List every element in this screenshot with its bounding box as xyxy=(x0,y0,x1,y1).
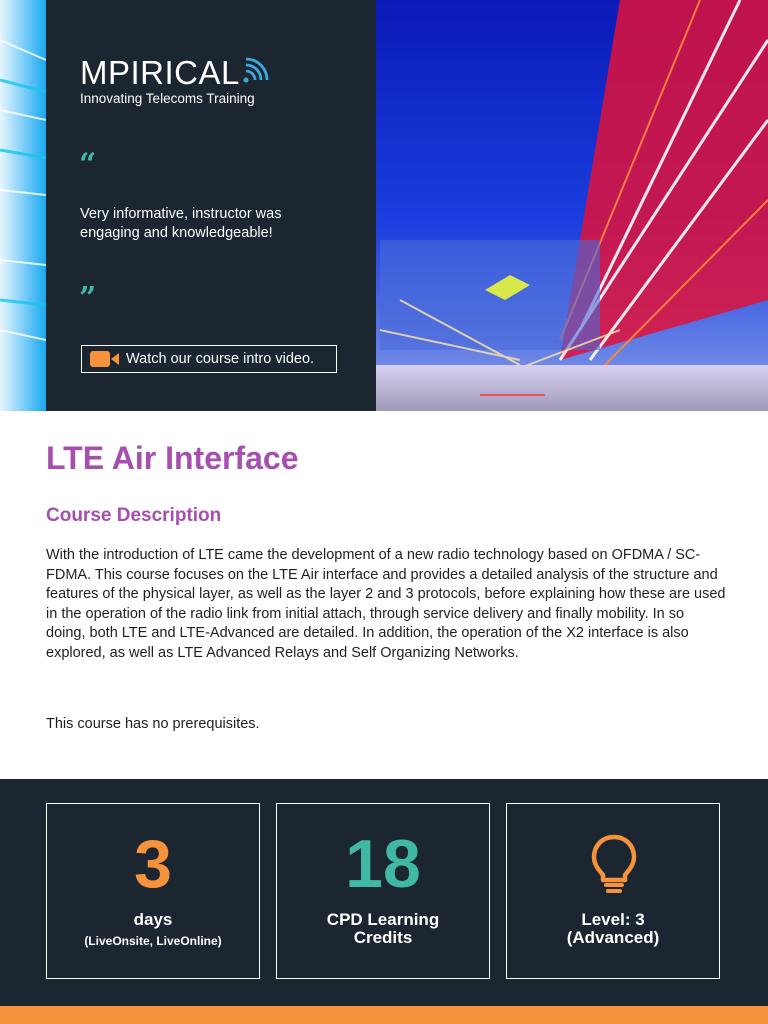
cpd-credits-label xyxy=(277,911,489,947)
signal-waves-icon xyxy=(240,56,272,86)
course-title: LTE Air Interface xyxy=(46,440,299,476)
level-label-line2: (Advanced) xyxy=(566,928,660,947)
level-label xyxy=(507,911,719,947)
duration-value: 3 xyxy=(134,826,172,902)
lightbulb-icon xyxy=(591,834,637,896)
testimonial-text: Very informative, instructor was engaging and knowledgeable! xyxy=(80,206,282,241)
duration-formats: (LiveOnsite, LiveOnline) xyxy=(84,934,222,948)
duration-label: days xyxy=(133,910,173,929)
level-label-line1: Level: 3 xyxy=(581,910,645,929)
cpd-credits-value: 18 xyxy=(345,826,421,902)
watch-video-button[interactable] xyxy=(81,345,337,373)
brand-logo: MPIRICAL xyxy=(80,54,240,91)
cpd-label-line1: CPD Learning xyxy=(326,910,440,929)
duration-card xyxy=(46,803,260,979)
footer-accent-bar xyxy=(0,1006,768,1024)
brand-tagline: Innovating Telecoms Training xyxy=(80,91,255,106)
open-quote-icon: “ xyxy=(79,147,97,182)
watch-video-label: Watch our course intro video. xyxy=(126,351,315,367)
section-heading: Course Description xyxy=(46,505,222,526)
course-description: With the introduction of LTE came the development of a new radio technology based on OFDMA / SC-FDMA. This course focuses on the LTE Air interface and provides a detailed analysis of the structure and features of the physical layer, as well as the layer 2 and 3 protocols, before explaining how these are used in the operation of the radio link from initial attach, through service delivery and finally mobility. In so doing, both LTE and LTE-Advanced are detailed. In addition, the operation of the X2 interface is also explored, as well as LTE Advanced Relays and Self Organizing Networks. xyxy=(46,547,726,661)
prerequisites-text: This course has no prerequisites. xyxy=(46,716,260,732)
close-quote-icon: ” xyxy=(79,281,97,316)
cpd-label-line2: Credits xyxy=(353,928,413,947)
video-camera-icon xyxy=(90,350,120,368)
cpd-credits-card xyxy=(276,803,490,979)
level-card xyxy=(506,803,720,979)
